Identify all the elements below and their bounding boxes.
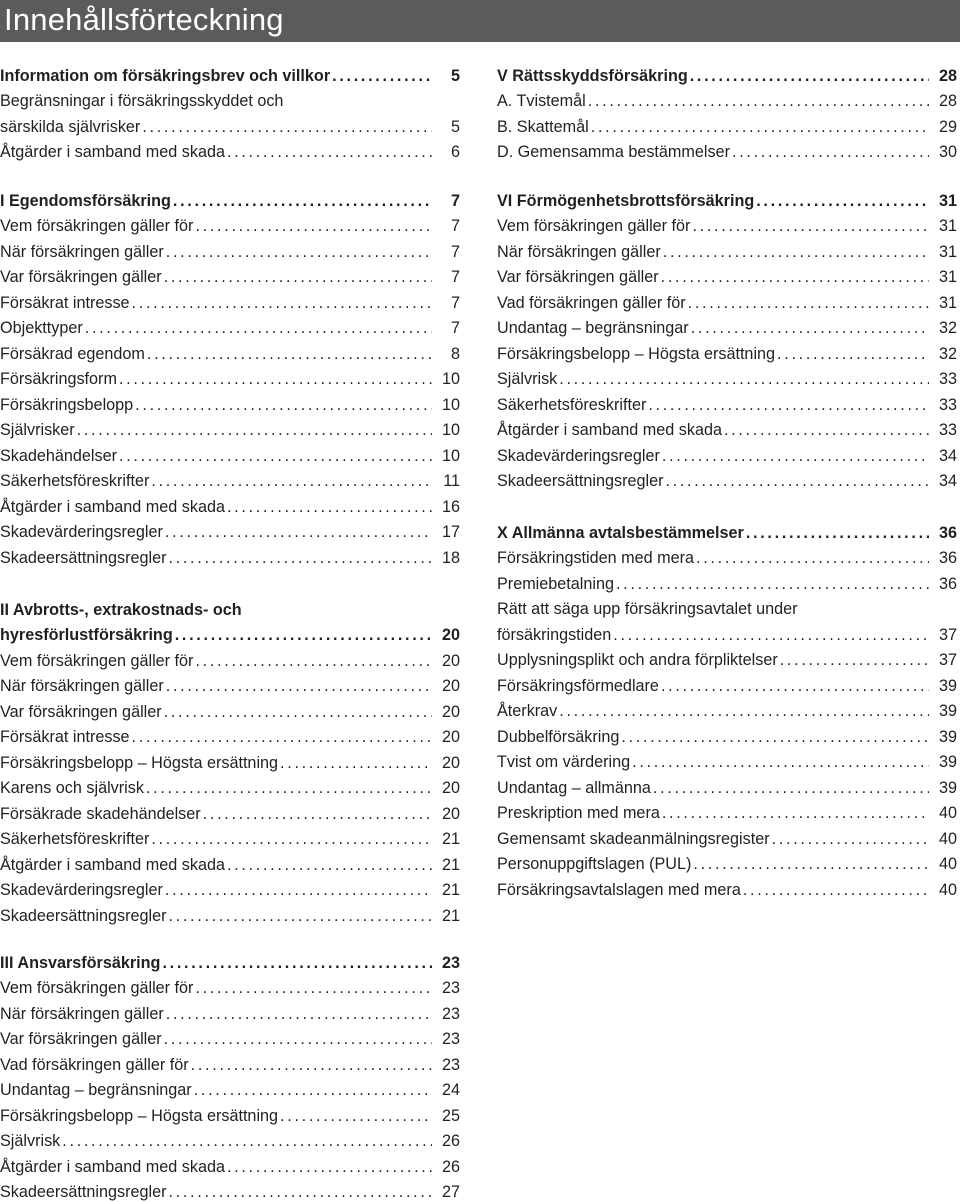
toc-entry-label: Försäkringsbelopp – Högsta ersättning bbox=[0, 1106, 279, 1125]
toc-entry[interactable] bbox=[0, 722, 460, 748]
toc-page-number: 31 bbox=[938, 217, 957, 235]
toc-leader-dots bbox=[171, 192, 432, 211]
toc-leader-dots bbox=[694, 549, 929, 568]
toc-entry-label: Skadevärderingsregler bbox=[0, 523, 163, 541]
toc-leader-dots bbox=[164, 1005, 432, 1024]
toc-section-heading[interactable] bbox=[0, 594, 460, 620]
toc-page-number: 27 bbox=[441, 1183, 460, 1201]
toc-leader-dots bbox=[691, 855, 929, 874]
toc-entry[interactable] bbox=[497, 389, 957, 415]
toc-page-number: 36 bbox=[938, 523, 957, 542]
toc-entry[interactable] bbox=[0, 211, 460, 237]
toc-entry-label: Försäkringstiden med mera bbox=[497, 549, 695, 567]
toc-page-number: 40 bbox=[938, 855, 957, 873]
toc-page-number: 37 bbox=[938, 651, 957, 669]
toc-entry[interactable] bbox=[497, 440, 957, 466]
toc-entry-label: När försäkringen gäller bbox=[0, 242, 164, 261]
toc-leader-dots bbox=[557, 370, 929, 389]
toc-leader-dots bbox=[130, 294, 432, 313]
toc-leader-dots bbox=[117, 370, 432, 389]
toc-entry-label: Åtgärder i samband med skada bbox=[0, 855, 225, 874]
toc-page-number: 7 bbox=[450, 217, 460, 235]
toc-leader-dots bbox=[149, 472, 432, 491]
page-title-bar bbox=[0, 0, 960, 42]
toc-entry[interactable] bbox=[0, 542, 460, 568]
toc-entry-label: I Egendomsförsäkring bbox=[0, 191, 171, 210]
toc-entry[interactable] bbox=[0, 287, 460, 313]
toc-entry-label: Var försäkringen gäller bbox=[0, 702, 162, 721]
toc-entry-label: försäkringstiden bbox=[497, 625, 612, 644]
toc-leader-dots bbox=[163, 881, 432, 900]
toc-page-number: 7 bbox=[450, 191, 460, 210]
toc-entry-label: Information om försäkringsbrev och villkor bbox=[0, 66, 331, 85]
toc-entry[interactable] bbox=[497, 364, 957, 390]
toc-leader-dots bbox=[166, 549, 432, 568]
toc-entry-label: Vad försäkringen gäller för bbox=[497, 293, 686, 312]
toc-leader-dots bbox=[660, 447, 929, 466]
toc-entry[interactable] bbox=[0, 313, 460, 339]
toc-leader-dots bbox=[619, 728, 929, 747]
toc-leader-dots bbox=[770, 830, 929, 849]
toc-page-number: 20 bbox=[441, 651, 460, 670]
toc-page-number: 7 bbox=[450, 242, 460, 261]
toc-entry-label: Karens och självrisk bbox=[0, 779, 144, 797]
toc-entry-label: Försäkrat intresse bbox=[0, 293, 130, 312]
toc-entry[interactable] bbox=[0, 415, 460, 441]
toc-leader-dots bbox=[330, 67, 432, 86]
toc-entry-label: Försäkrade skadehändelser bbox=[0, 804, 201, 823]
toc-page-number: 21 bbox=[441, 906, 460, 925]
toc-leader-dots bbox=[651, 779, 929, 798]
toc-page-number: 20 bbox=[441, 728, 460, 746]
toc-entry[interactable] bbox=[0, 111, 460, 137]
toc-entry-label: Försäkringsförmedlare bbox=[497, 676, 659, 695]
toc-entry[interactable] bbox=[0, 998, 460, 1024]
toc-entry-label: Vem försäkringen gäller för bbox=[497, 217, 691, 235]
toc-entry[interactable] bbox=[497, 670, 957, 696]
toc-entry-label: Objekttyper bbox=[0, 319, 83, 337]
toc-entry[interactable] bbox=[0, 364, 460, 390]
toc-entry-label: Skadevärderingsregler bbox=[497, 446, 660, 465]
toc-entry-label: Åtgärder i samband med skada bbox=[0, 497, 225, 516]
toc-entry-label: Premiebetalning bbox=[497, 574, 614, 593]
page-title: Innehållsförteckning bbox=[4, 2, 284, 37]
toc-leader-dots bbox=[730, 143, 929, 162]
toc-entry-label: II Avbrotts-, extrakostnads- och bbox=[0, 600, 242, 619]
toc-entry-label: När försäkringen gäller bbox=[0, 677, 164, 695]
toc-entry-label: Vem försäkringen gäller för bbox=[0, 651, 194, 670]
toc-entry-label: B. Skattemål bbox=[497, 117, 589, 136]
toc-page-number: 17 bbox=[441, 523, 460, 541]
toc-entry-label: A. Tvistemål bbox=[497, 92, 586, 110]
toc-entry[interactable] bbox=[0, 1049, 460, 1075]
toc-entry[interactable] bbox=[497, 137, 957, 163]
toc-leader-dots bbox=[754, 192, 929, 211]
toc-entry[interactable] bbox=[497, 874, 957, 900]
toc-entry[interactable] bbox=[497, 466, 957, 492]
toc-entry-label: Försäkrad egendom bbox=[0, 344, 145, 363]
toc-entry[interactable] bbox=[0, 338, 460, 364]
toc-page-number: 10 bbox=[441, 395, 460, 414]
toc-page-number: 36 bbox=[938, 574, 957, 593]
toc-leader-dots bbox=[278, 754, 432, 773]
toc-entry-label: X Allmänna avtalsbestämmelser bbox=[497, 523, 744, 542]
toc-entry[interactable] bbox=[497, 721, 957, 747]
toc-page-number: 5 bbox=[450, 117, 460, 136]
toc-entry[interactable] bbox=[497, 262, 957, 288]
toc-leader-dots bbox=[75, 421, 432, 440]
toc-section-heading[interactable] bbox=[0, 620, 460, 646]
toc-entry[interactable] bbox=[497, 287, 957, 313]
toc-entry[interactable] bbox=[0, 824, 460, 850]
toc-entry[interactable] bbox=[0, 1075, 460, 1101]
toc-page-number: 39 bbox=[938, 753, 957, 771]
toc-entry[interactable] bbox=[0, 798, 460, 824]
toc-page-number: 40 bbox=[938, 829, 957, 848]
toc-entry-label: D. Gemensamma bestämmelser bbox=[497, 143, 730, 161]
toc-entry-label: Försäkringsavtalslagen med mera bbox=[497, 880, 741, 899]
toc-leader-dots bbox=[192, 1081, 432, 1100]
toc-entry[interactable] bbox=[0, 517, 460, 543]
toc-entry[interactable] bbox=[0, 849, 460, 875]
toc-entry[interactable] bbox=[0, 1024, 460, 1050]
toc-entry-label: Åtgärder i samband med skada bbox=[0, 143, 225, 161]
toc-page-number: 18 bbox=[441, 548, 460, 567]
toc-entry[interactable] bbox=[497, 823, 957, 849]
toc-entry-label: Försäkringsbelopp bbox=[0, 395, 134, 414]
toc-section-heading[interactable] bbox=[497, 185, 957, 211]
toc-entry-label: Självrisker bbox=[0, 421, 75, 439]
toc-entry[interactable] bbox=[0, 1151, 460, 1177]
toc-page-number: 21 bbox=[441, 855, 460, 874]
toc-page-number: 32 bbox=[938, 319, 957, 337]
toc-entry-label: Rätt att säga upp försäkringsavtalet under bbox=[497, 600, 798, 618]
toc-leader-dots bbox=[225, 498, 432, 517]
toc-leader-dots bbox=[646, 396, 929, 415]
toc-entry[interactable] bbox=[497, 645, 957, 671]
toc-entry[interactable] bbox=[497, 849, 957, 875]
toc-page-number: 6 bbox=[450, 143, 460, 161]
toc-leader-dots bbox=[557, 702, 929, 721]
toc-section bbox=[0, 185, 460, 568]
toc-entry[interactable] bbox=[497, 747, 957, 773]
toc-leader-dots bbox=[689, 319, 929, 338]
toc-entry[interactable] bbox=[0, 747, 460, 773]
toc-entry-label: Var försäkringen gäller bbox=[497, 268, 659, 286]
toc-section-heading[interactable] bbox=[497, 60, 957, 86]
toc-entry-label: Tvist om värdering bbox=[497, 753, 631, 771]
toc-entry-label: VI Förmögenhetsbrottsförsäkring bbox=[497, 191, 755, 210]
toc-leader-dots bbox=[130, 728, 432, 747]
toc-page-number: 40 bbox=[938, 880, 957, 899]
toc-entry-label: Skadehändelser bbox=[0, 446, 117, 465]
toc-page-number: 20 bbox=[441, 779, 460, 797]
toc-page-number: 7 bbox=[450, 293, 460, 312]
toc-page-number: 5 bbox=[450, 66, 460, 85]
toc-page-number: 20 bbox=[441, 753, 460, 772]
toc-page-number: 31 bbox=[938, 293, 957, 312]
toc-entry-label: Vem försäkringen gäller för bbox=[0, 217, 194, 235]
toc-leader-dots bbox=[659, 677, 929, 696]
toc-entry[interactable] bbox=[0, 1100, 460, 1126]
toc-leader-dots bbox=[83, 319, 432, 338]
toc-page-number: 20 bbox=[441, 804, 460, 823]
toc-entry-label: Dubbelförsäkring bbox=[497, 727, 620, 746]
toc-leader-dots bbox=[744, 524, 929, 543]
toc-page-number: 39 bbox=[938, 676, 957, 695]
toc-leader-dots bbox=[149, 830, 432, 849]
toc-entry[interactable] bbox=[0, 875, 460, 901]
toc-page-number: 30 bbox=[938, 143, 957, 161]
toc-section bbox=[0, 594, 460, 926]
toc-page-number: 34 bbox=[938, 472, 957, 490]
toc-entry-label: När försäkringen gäller bbox=[0, 1004, 164, 1023]
toc-entry-label: Skadeersättningsregler bbox=[0, 906, 167, 925]
toc-section-heading[interactable] bbox=[0, 947, 460, 973]
toc-leader-dots bbox=[166, 1183, 432, 1202]
toc-page-number: 36 bbox=[938, 549, 957, 567]
toc-page-number: 29 bbox=[938, 117, 957, 136]
toc-section-heading[interactable] bbox=[0, 60, 460, 86]
toc-page-number: 20 bbox=[441, 702, 460, 721]
toc-page-number: 39 bbox=[938, 702, 957, 720]
toc-entry[interactable] bbox=[0, 262, 460, 288]
toc-section bbox=[497, 185, 957, 491]
toc-entry-label: Skadeersättningsregler bbox=[0, 1183, 167, 1201]
toc-leader-dots bbox=[778, 651, 929, 670]
toc-entry[interactable] bbox=[497, 415, 957, 441]
toc-entry[interactable] bbox=[497, 798, 957, 824]
toc-leader-dots bbox=[659, 268, 929, 287]
toc-entry[interactable] bbox=[497, 236, 957, 262]
toc-page-number: 8 bbox=[450, 344, 460, 363]
toc-page-number: 24 bbox=[441, 1081, 460, 1099]
toc-entry-label: Försäkringsbelopp – Högsta ersättning bbox=[497, 344, 776, 363]
toc-entry[interactable] bbox=[0, 1177, 460, 1202]
toc-leader-dots bbox=[660, 804, 929, 823]
toc-leader-dots bbox=[117, 447, 432, 466]
toc-entry-label: Skadeersättningsregler bbox=[497, 472, 664, 490]
toc-entry[interactable] bbox=[0, 491, 460, 517]
toc-entry[interactable] bbox=[497, 619, 957, 645]
toc-leader-dots bbox=[60, 1132, 432, 1151]
toc-page-number: 32 bbox=[938, 344, 957, 363]
toc-entry-label: Undantag – begränsningar bbox=[497, 319, 689, 337]
toc-entry[interactable] bbox=[497, 696, 957, 722]
toc-leader-dots bbox=[173, 626, 432, 645]
toc-leader-dots bbox=[589, 118, 929, 137]
toc-entry-label: Var försäkringen gäller bbox=[0, 268, 162, 286]
toc-entry-label: Återkrav bbox=[497, 702, 558, 720]
toc-page-number: 7 bbox=[450, 268, 460, 286]
toc-leader-dots bbox=[193, 652, 432, 671]
toc-section bbox=[0, 60, 460, 162]
toc-page-number: 20 bbox=[441, 677, 460, 695]
toc-page-number: 37 bbox=[938, 625, 957, 644]
toc-entry-label: Upplysningsplikt och andra förpliktelser bbox=[497, 651, 778, 669]
toc-entry-label: Försäkrat intresse bbox=[0, 728, 130, 746]
toc-leader-dots bbox=[140, 118, 432, 137]
toc-section bbox=[497, 517, 957, 900]
toc-entry[interactable] bbox=[497, 86, 957, 112]
toc-entry[interactable] bbox=[0, 973, 460, 999]
toc-entry[interactable] bbox=[497, 772, 957, 798]
toc-leader-dots bbox=[225, 143, 432, 162]
toc-entry-label: Preskription med mera bbox=[497, 804, 660, 822]
toc-page-number: 16 bbox=[441, 497, 460, 516]
toc-page-number: 26 bbox=[441, 1132, 460, 1150]
toc-entry[interactable] bbox=[497, 211, 957, 237]
toc-entry-label: hyresförlustförsäkring bbox=[0, 626, 173, 644]
toc-page-number: 23 bbox=[441, 953, 460, 972]
toc-page-number: 39 bbox=[938, 778, 957, 797]
toc-leader-dots bbox=[688, 67, 929, 86]
toc-page-number: 21 bbox=[441, 881, 460, 899]
toc-page-number: 23 bbox=[441, 979, 460, 997]
toc-page-number: 10 bbox=[441, 421, 460, 439]
toc-page-number: 21 bbox=[441, 830, 460, 848]
toc-section-heading[interactable] bbox=[0, 185, 460, 211]
toc-page-number: 10 bbox=[441, 446, 460, 465]
toc-page-number: 39 bbox=[938, 727, 957, 746]
toc-entry-label: Personuppgiftslagen (PUL) bbox=[497, 855, 692, 873]
toc-entry-label: V Rättsskyddsförsäkring bbox=[497, 66, 688, 85]
toc-entry[interactable] bbox=[0, 389, 460, 415]
toc-page-number: 28 bbox=[938, 66, 957, 85]
toc-page-number: 31 bbox=[938, 242, 957, 261]
toc-leader-dots bbox=[741, 881, 929, 900]
toc-leader-dots bbox=[163, 523, 432, 542]
toc-page-number: 33 bbox=[938, 395, 957, 414]
toc-leader-dots bbox=[164, 677, 432, 696]
toc-entry-label: Undantag – allmänna bbox=[497, 778, 651, 797]
toc-leader-dots bbox=[160, 954, 432, 973]
toc-entry-label: Undantag – begränsningar bbox=[0, 1081, 192, 1099]
toc-page-number: 23 bbox=[441, 1030, 460, 1048]
toc-entry-label: Åtgärder i samband med skada bbox=[0, 1157, 225, 1176]
toc-entry[interactable] bbox=[0, 696, 460, 722]
toc-entry-label: Skadeersättningsregler bbox=[0, 548, 167, 567]
toc-page-number: 33 bbox=[938, 421, 957, 439]
toc-page-number: 20 bbox=[441, 626, 460, 644]
toc-entry[interactable] bbox=[497, 568, 957, 594]
toc-leader-dots bbox=[614, 575, 929, 594]
toc-entry[interactable] bbox=[0, 900, 460, 926]
toc-section-heading[interactable] bbox=[497, 517, 957, 543]
toc-entry-label: Gemensamt skadeanmälningsregister bbox=[497, 829, 770, 848]
toc-entry-label: Vem försäkringen gäller för bbox=[0, 979, 194, 997]
toc-page-number: 40 bbox=[938, 804, 957, 822]
toc-entry-label: Försäkringsbelopp – Högsta ersättning bbox=[0, 753, 279, 772]
toc-page-number: 28 bbox=[938, 92, 957, 110]
toc-leader-dots bbox=[586, 92, 929, 111]
toc-entry[interactable] bbox=[0, 466, 460, 492]
toc-entry-label: III Ansvarsförsäkring bbox=[0, 953, 161, 972]
toc-leader-dots bbox=[225, 856, 432, 875]
toc-leader-dots bbox=[166, 907, 432, 926]
toc-entry-label: Självrisk bbox=[0, 1132, 61, 1150]
toc-entry-label: När försäkringen gäller bbox=[497, 242, 661, 261]
toc-entry[interactable] bbox=[497, 111, 957, 137]
toc-entry-label: Säkerhetsföreskrifter bbox=[0, 830, 150, 848]
toc-entry[interactable] bbox=[497, 543, 957, 569]
toc-page-number: 34 bbox=[938, 446, 957, 465]
toc-entry-label: Var försäkringen gäller bbox=[0, 1030, 162, 1048]
toc-entry-label: Åtgärder i samband med skada bbox=[497, 421, 722, 439]
toc-entry[interactable] bbox=[0, 645, 460, 671]
toc-page-number: 10 bbox=[441, 370, 460, 388]
toc-page-number: 23 bbox=[441, 1004, 460, 1023]
toc-leader-dots bbox=[145, 345, 432, 364]
toc-entry[interactable] bbox=[497, 338, 957, 364]
toc-entry-label: Vad försäkringen gäller för bbox=[0, 1055, 189, 1074]
toc-entry[interactable] bbox=[0, 1126, 460, 1152]
toc-leader-dots bbox=[201, 805, 432, 824]
toc-leader-dots bbox=[686, 294, 929, 313]
toc-leader-dots bbox=[663, 472, 929, 491]
toc-section bbox=[0, 947, 460, 1202]
toc-page-number: 31 bbox=[938, 268, 957, 286]
toc-leader-dots bbox=[775, 345, 929, 364]
toc-leader-dots bbox=[162, 703, 432, 722]
toc-page-number: 25 bbox=[441, 1106, 460, 1125]
toc-entry[interactable] bbox=[0, 440, 460, 466]
toc-entry-label: Skadevärderingsregler bbox=[0, 881, 163, 899]
toc-entry-label: Begränsningar i försäkringsskyddet och bbox=[0, 92, 284, 110]
toc-entry-label: särskilda självrisker bbox=[0, 117, 141, 136]
toc-leader-dots bbox=[611, 626, 929, 645]
toc-page-number: 11 bbox=[443, 472, 460, 490]
toc-leader-dots bbox=[278, 1107, 432, 1126]
toc-entry[interactable] bbox=[0, 86, 460, 112]
toc-leader-dots bbox=[661, 243, 929, 262]
toc-entry[interactable] bbox=[0, 671, 460, 697]
toc-entry-label: Försäkringsform bbox=[0, 370, 117, 388]
toc-entry-label: Säkerhetsföreskrifter bbox=[0, 472, 150, 490]
toc-entry[interactable] bbox=[0, 236, 460, 262]
toc-page-number: 33 bbox=[938, 370, 957, 388]
toc-leader-dots bbox=[162, 268, 432, 287]
toc-entry[interactable] bbox=[497, 313, 957, 339]
toc-entry[interactable] bbox=[497, 594, 957, 620]
toc-page-number: 7 bbox=[450, 319, 460, 337]
toc-entry[interactable] bbox=[0, 137, 460, 163]
toc-leader-dots bbox=[164, 243, 432, 262]
toc-entry-label: Självrisk bbox=[497, 370, 558, 388]
toc-leader-dots bbox=[133, 396, 432, 415]
toc-leader-dots bbox=[722, 421, 929, 440]
toc-leader-dots bbox=[193, 217, 432, 236]
toc-entry[interactable] bbox=[0, 773, 460, 799]
toc-page-number: 23 bbox=[441, 1055, 460, 1074]
toc-leader-dots bbox=[162, 1030, 432, 1049]
toc-leader-dots bbox=[189, 1056, 432, 1075]
toc-leader-dots bbox=[144, 779, 432, 798]
toc-page-number: 26 bbox=[441, 1157, 460, 1176]
toc-leader-dots bbox=[630, 753, 929, 772]
toc-entry-label: Säkerhetsföreskrifter bbox=[497, 395, 647, 414]
toc-section bbox=[497, 60, 957, 162]
toc-leader-dots bbox=[193, 979, 432, 998]
toc-leader-dots bbox=[690, 217, 929, 236]
toc-leader-dots bbox=[225, 1158, 432, 1177]
toc-page-number: 31 bbox=[938, 191, 957, 210]
